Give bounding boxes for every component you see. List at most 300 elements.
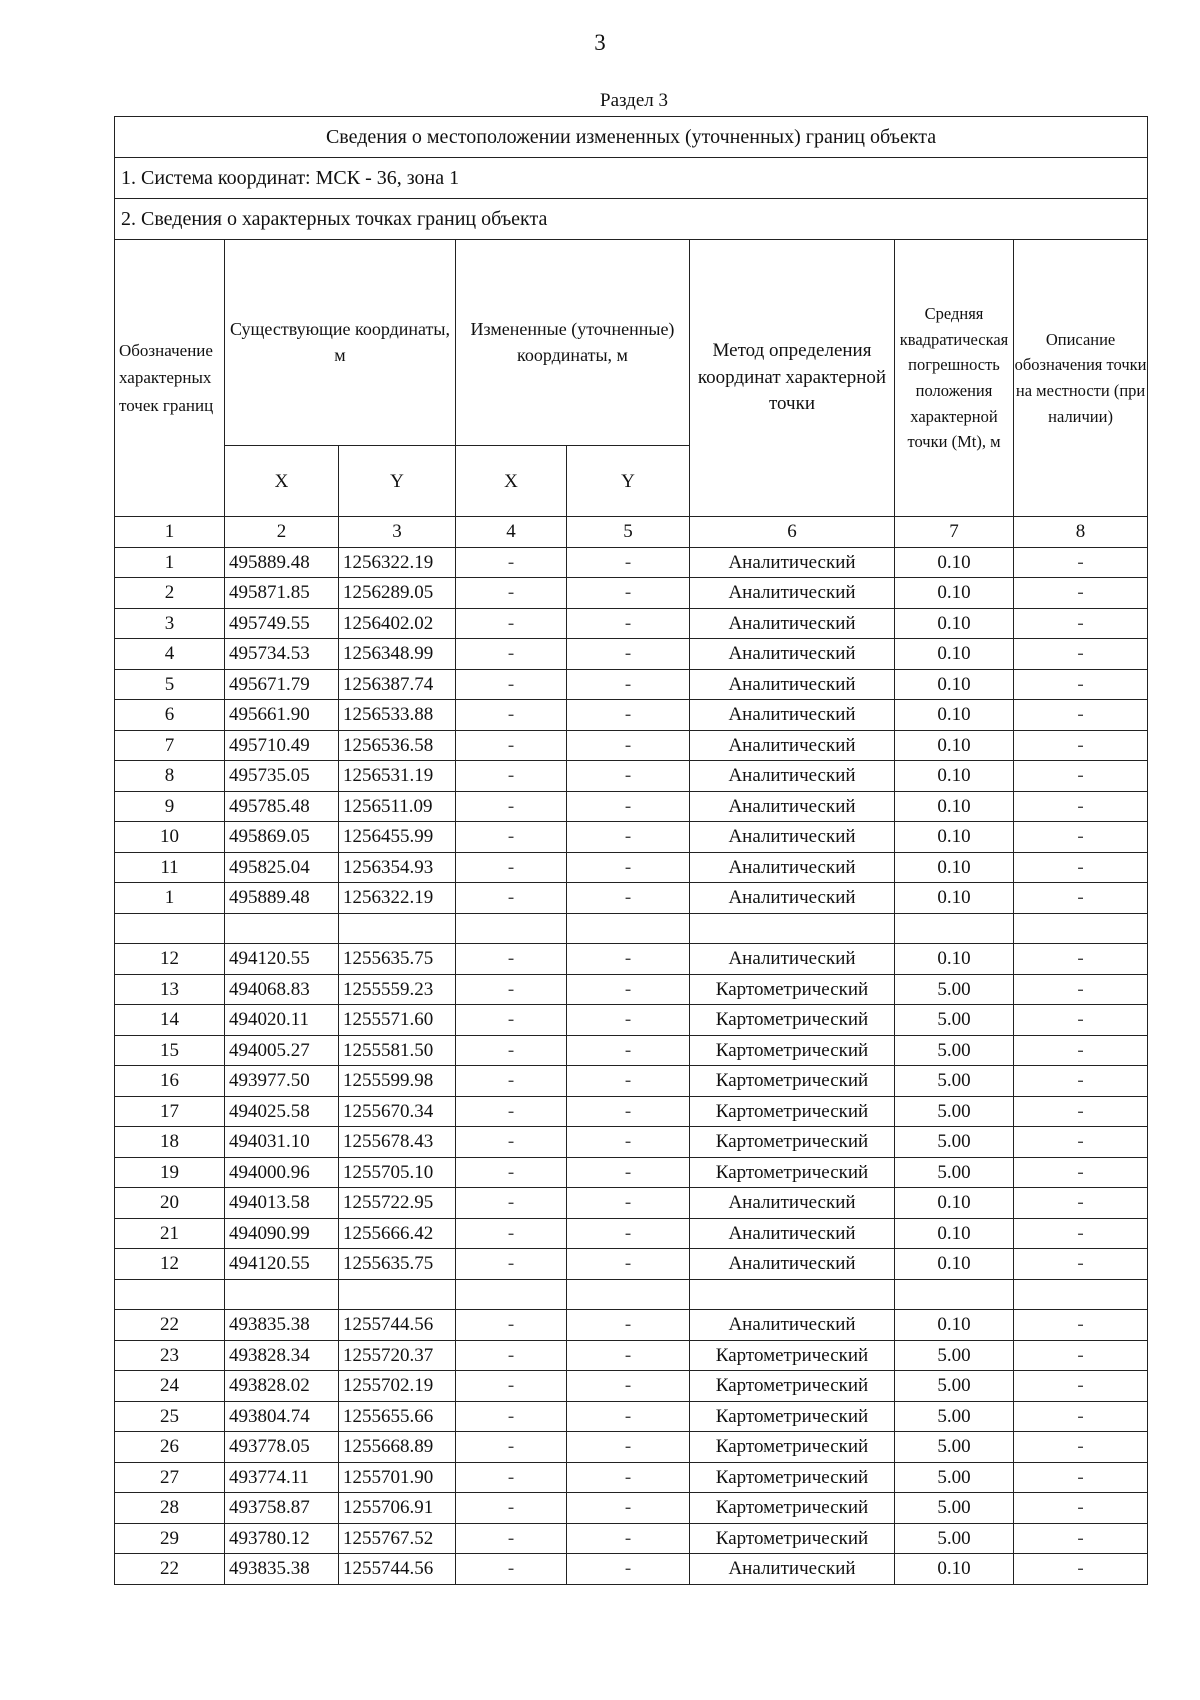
cell-y-existing: 1255722.95: [339, 1188, 456, 1219]
cell-error: 5.00: [895, 1096, 1014, 1127]
header-designation: Обозначение характерных точек границ: [115, 240, 225, 517]
cell-y-changed: -: [567, 974, 690, 1005]
table-row: [115, 944, 1148, 975]
cell-method: Аналитический: [690, 791, 895, 822]
cell-y-changed: -: [567, 1218, 690, 1249]
cell-y-existing: 1255581.50: [339, 1035, 456, 1066]
cell-x-existing: 494025.58: [225, 1096, 339, 1127]
table-row: [115, 1066, 1148, 1097]
cell-x-changed: -: [456, 1462, 567, 1493]
cell-y-changed: -: [567, 944, 690, 975]
cell-description: -: [1014, 1127, 1148, 1158]
cell-y-existing: 1255668.89: [339, 1432, 456, 1463]
cell-x-changed: -: [456, 974, 567, 1005]
cell-y-changed: -: [567, 1310, 690, 1341]
cell-x-changed: -: [456, 730, 567, 761]
header-x-changed: X: [456, 446, 567, 517]
cell-x-changed: -: [456, 1340, 567, 1371]
cell-method: Аналитический: [690, 822, 895, 853]
cell-y-existing: 1256511.09: [339, 791, 456, 822]
cell-description: -: [1014, 1005, 1148, 1036]
cell-method: [690, 913, 895, 944]
cell-x-existing: 495785.48: [225, 791, 339, 822]
cell-method: Аналитический: [690, 883, 895, 914]
cell-point-id: 9: [115, 791, 225, 822]
cell-error: 0.10: [895, 761, 1014, 792]
cell-method: Аналитический: [690, 1554, 895, 1585]
table-row: [115, 1279, 1148, 1310]
cell-error: [895, 1279, 1014, 1310]
cell-y-changed: -: [567, 1371, 690, 1402]
cell-y-existing: 1256402.02: [339, 608, 456, 639]
cell-point-id: 23: [115, 1340, 225, 1371]
cell-description: -: [1014, 791, 1148, 822]
cell-method: Аналитический: [690, 669, 895, 700]
cell-method: Аналитический: [690, 761, 895, 792]
cell-y-existing: 1255635.75: [339, 1249, 456, 1280]
cell-x-changed: -: [456, 1401, 567, 1432]
cell-x-existing: 493835.38: [225, 1554, 339, 1585]
cell-method: Картометрический: [690, 1371, 895, 1402]
page-number: 3: [594, 30, 606, 55]
cell-error: 0.10: [895, 944, 1014, 975]
cell-y-changed: -: [567, 1127, 690, 1158]
cell-method: Картометрический: [690, 1005, 895, 1036]
cell-y-changed: -: [567, 791, 690, 822]
cell-error: 5.00: [895, 1157, 1014, 1188]
cell-x-existing: 493977.50: [225, 1066, 339, 1097]
cell-y-changed: -: [567, 1188, 690, 1219]
cell-error: [895, 913, 1014, 944]
cell-description: [1014, 913, 1148, 944]
cell-x-changed: -: [456, 1005, 567, 1036]
cell-x-changed: -: [456, 1493, 567, 1524]
cell-x-changed: -: [456, 547, 567, 578]
cell-description: -: [1014, 547, 1148, 578]
cell-y-existing: 1256322.19: [339, 883, 456, 914]
cell-description: -: [1014, 1401, 1148, 1432]
cell-error: 0.10: [895, 1218, 1014, 1249]
cell-point-id: 10: [115, 822, 225, 853]
cell-x-existing: 495889.48: [225, 547, 339, 578]
cell-description: [1014, 1279, 1148, 1310]
cell-x-changed: -: [456, 1554, 567, 1585]
header-changed: Измененные (уточненные) координаты, м: [456, 240, 690, 446]
cell-point-id: 26: [115, 1432, 225, 1463]
cell-error: 0.10: [895, 883, 1014, 914]
table-row: [115, 913, 1148, 944]
cell-error: 0.10: [895, 791, 1014, 822]
cell-x-existing: 493774.11: [225, 1462, 339, 1493]
cell-y-existing: 1256348.99: [339, 639, 456, 670]
cell-y-existing: 1256533.88: [339, 700, 456, 731]
cell-description: -: [1014, 669, 1148, 700]
cell-x-changed: [456, 1279, 567, 1310]
cell-description: -: [1014, 1554, 1148, 1585]
cell-x-changed: -: [456, 1157, 567, 1188]
cell-y-changed: -: [567, 883, 690, 914]
table-row: [115, 1188, 1148, 1219]
header-y-changed: Y: [567, 446, 690, 517]
cell-method: Картометрический: [690, 1493, 895, 1524]
cell-x-changed: -: [456, 1188, 567, 1219]
cell-x-changed: -: [456, 1249, 567, 1280]
cell-y-existing: 1255678.43: [339, 1127, 456, 1158]
cell-description: -: [1014, 700, 1148, 731]
cell-error: 5.00: [895, 1066, 1014, 1097]
cell-method: Аналитический: [690, 1218, 895, 1249]
column-numbers-row: [115, 517, 1148, 548]
cell-y-existing: [339, 913, 456, 944]
cell-x-existing: 493780.12: [225, 1523, 339, 1554]
cell-description: -: [1014, 1523, 1148, 1554]
table-row: [115, 852, 1148, 883]
table-row: [115, 1340, 1148, 1371]
cell-description: -: [1014, 730, 1148, 761]
cell-method: Аналитический: [690, 1249, 895, 1280]
cell-error: 0.10: [895, 852, 1014, 883]
cell-method: Аналитический: [690, 608, 895, 639]
cell-x-existing: 493835.38: [225, 1310, 339, 1341]
cell-error: 5.00: [895, 1035, 1014, 1066]
cell-y-changed: -: [567, 1462, 690, 1493]
cell-error: 5.00: [895, 1127, 1014, 1158]
cell-x-existing: 495735.05: [225, 761, 339, 792]
cell-x-existing: 494013.58: [225, 1188, 339, 1219]
cell-description: -: [1014, 1493, 1148, 1524]
cell-point-id: 16: [115, 1066, 225, 1097]
table-row: [115, 883, 1148, 914]
table-row: [115, 1157, 1148, 1188]
cell-point-id: 2: [115, 578, 225, 609]
table-row: [115, 608, 1148, 639]
column-number: 5: [567, 517, 690, 548]
cell-x-existing: 494090.99: [225, 1218, 339, 1249]
cell-method: Картометрический: [690, 1096, 895, 1127]
cell-y-changed: -: [567, 547, 690, 578]
cell-x-changed: -: [456, 1310, 567, 1341]
header-error: Средняя квадратическая погрешность положения характерной точки (Mt), м: [895, 240, 1014, 517]
cell-y-existing: 1255559.23: [339, 974, 456, 1005]
cell-x-changed: -: [456, 639, 567, 670]
header-description: Описание обозначения точки на местности (при наличии): [1014, 240, 1148, 517]
cell-point-id: 8: [115, 761, 225, 792]
column-number: 1: [115, 517, 225, 548]
cell-x-existing: 493778.05: [225, 1432, 339, 1463]
cell-description: -: [1014, 761, 1148, 792]
cell-description: -: [1014, 608, 1148, 639]
cell-point-id: 12: [115, 1249, 225, 1280]
header-x-existing: X: [225, 446, 339, 517]
cell-y-changed: -: [567, 1523, 690, 1554]
cell-method: Картометрический: [690, 1523, 895, 1554]
cell-y-changed: -: [567, 1554, 690, 1585]
cell-y-changed: -: [567, 1249, 690, 1280]
cell-description: -: [1014, 1310, 1148, 1341]
cell-y-existing: 1255655.66: [339, 1401, 456, 1432]
table-row: [115, 547, 1148, 578]
cell-method: Картометрический: [690, 1035, 895, 1066]
table-title: Сведения о местоположении измененных (уточненных) границ объекта: [115, 117, 1148, 158]
cell-method: Картометрический: [690, 1401, 895, 1432]
cell-method: Аналитический: [690, 1310, 895, 1341]
cell-y-existing: 1255635.75: [339, 944, 456, 975]
column-number: 4: [456, 517, 567, 548]
cell-method: Картометрический: [690, 974, 895, 1005]
cell-error: 5.00: [895, 1005, 1014, 1036]
cell-point-id: [115, 1279, 225, 1310]
cell-y-changed: -: [567, 1066, 690, 1097]
table-row: [115, 1493, 1148, 1524]
column-number: 6: [690, 517, 895, 548]
cell-x-changed: -: [456, 578, 567, 609]
cell-point-id: 1: [115, 547, 225, 578]
cell-point-id: 13: [115, 974, 225, 1005]
cell-error: 5.00: [895, 1523, 1014, 1554]
cell-description: -: [1014, 944, 1148, 975]
column-number: 7: [895, 517, 1014, 548]
cell-x-existing: 494000.96: [225, 1157, 339, 1188]
cell-x-changed: [456, 913, 567, 944]
cell-y-changed: -: [567, 1005, 690, 1036]
cell-description: -: [1014, 822, 1148, 853]
header-existing: Существующие координаты, м: [225, 240, 456, 446]
table-row: [115, 1035, 1148, 1066]
cell-point-id: 1: [115, 883, 225, 914]
table-row: [115, 700, 1148, 731]
table-row: [115, 1218, 1148, 1249]
table-row: [115, 639, 1148, 670]
cell-point-id: 24: [115, 1371, 225, 1402]
table-row: [115, 822, 1148, 853]
cell-point-id: 7: [115, 730, 225, 761]
cell-description: -: [1014, 1462, 1148, 1493]
cell-x-existing: 495661.90: [225, 700, 339, 731]
cell-y-changed: -: [567, 852, 690, 883]
cell-description: -: [1014, 1157, 1148, 1188]
cell-y-existing: 1256322.19: [339, 547, 456, 578]
cell-x-changed: -: [456, 1523, 567, 1554]
cell-method: Аналитический: [690, 547, 895, 578]
cell-point-id: 19: [115, 1157, 225, 1188]
cell-y-existing: 1256536.58: [339, 730, 456, 761]
cell-description: -: [1014, 1218, 1148, 1249]
cell-x-changed: -: [456, 669, 567, 700]
cell-y-changed: [567, 913, 690, 944]
cell-method: Аналитический: [690, 1188, 895, 1219]
header-method: Метод определения координат характерной точки: [690, 240, 895, 517]
section-title: Раздел 3: [600, 90, 668, 111]
cell-y-existing: 1255571.60: [339, 1005, 456, 1036]
cell-method: Картометрический: [690, 1066, 895, 1097]
cell-error: 5.00: [895, 974, 1014, 1005]
cell-description: -: [1014, 1340, 1148, 1371]
cell-y-existing: 1255599.98: [339, 1066, 456, 1097]
cell-point-id: 6: [115, 700, 225, 731]
cell-x-existing: 493758.87: [225, 1493, 339, 1524]
table-row: [115, 669, 1148, 700]
cell-point-id: 3: [115, 608, 225, 639]
cell-x-changed: -: [456, 1066, 567, 1097]
cell-x-existing: 494120.55: [225, 1249, 339, 1280]
cell-method: [690, 1279, 895, 1310]
cell-y-existing: 1255767.52: [339, 1523, 456, 1554]
cell-point-id: 4: [115, 639, 225, 670]
cell-point-id: [115, 913, 225, 944]
cell-y-changed: -: [567, 761, 690, 792]
cell-x-existing: 495825.04: [225, 852, 339, 883]
cell-x-existing: [225, 1279, 339, 1310]
cell-x-existing: [225, 913, 339, 944]
cell-y-changed: -: [567, 1096, 690, 1127]
cell-x-changed: -: [456, 822, 567, 853]
cell-y-existing: 1255701.90: [339, 1462, 456, 1493]
cell-x-changed: -: [456, 791, 567, 822]
cell-y-existing: 1256531.19: [339, 761, 456, 792]
cell-y-changed: -: [567, 1493, 690, 1524]
cell-point-id: 22: [115, 1310, 225, 1341]
table-row: [115, 1127, 1148, 1158]
cell-method: Картометрический: [690, 1340, 895, 1371]
cell-x-existing: 493804.74: [225, 1401, 339, 1432]
cell-x-existing: 495869.05: [225, 822, 339, 853]
cell-method: Аналитический: [690, 700, 895, 731]
cell-y-existing: 1256354.93: [339, 852, 456, 883]
cell-x-existing: 494120.55: [225, 944, 339, 975]
cell-y-existing: 1255666.42: [339, 1218, 456, 1249]
cell-description: -: [1014, 1066, 1148, 1097]
cell-x-changed: -: [456, 1218, 567, 1249]
cell-y-existing: [339, 1279, 456, 1310]
cell-point-id: 18: [115, 1127, 225, 1158]
cell-y-existing: 1255705.10: [339, 1157, 456, 1188]
cell-description: -: [1014, 1096, 1148, 1127]
cell-y-changed: -: [567, 1340, 690, 1371]
cell-x-existing: 494020.11: [225, 1005, 339, 1036]
table-row: [115, 1432, 1148, 1463]
cell-y-changed: [567, 1279, 690, 1310]
cell-y-changed: -: [567, 608, 690, 639]
cell-x-changed: -: [456, 608, 567, 639]
cell-error: 5.00: [895, 1340, 1014, 1371]
cell-y-changed: -: [567, 1432, 690, 1463]
cell-y-changed: -: [567, 578, 690, 609]
cell-error: 0.10: [895, 730, 1014, 761]
cell-error: 0.10: [895, 669, 1014, 700]
column-number: 3: [339, 517, 456, 548]
cell-y-existing: 1255744.56: [339, 1310, 456, 1341]
cell-y-changed: -: [567, 1157, 690, 1188]
cell-method: Картометрический: [690, 1127, 895, 1158]
cell-method: Картометрический: [690, 1157, 895, 1188]
cell-error: 5.00: [895, 1432, 1014, 1463]
cell-description: -: [1014, 1035, 1148, 1066]
cell-y-changed: -: [567, 730, 690, 761]
cell-x-changed: -: [456, 1371, 567, 1402]
cell-error: 5.00: [895, 1493, 1014, 1524]
cell-error: 5.00: [895, 1462, 1014, 1493]
table-row: [115, 1401, 1148, 1432]
cell-y-existing: 1256289.05: [339, 578, 456, 609]
cell-y-changed: -: [567, 669, 690, 700]
cell-description: -: [1014, 974, 1148, 1005]
cell-x-changed: -: [456, 944, 567, 975]
cell-error: 0.10: [895, 608, 1014, 639]
cell-error: 0.10: [895, 700, 1014, 731]
table-row: [115, 1371, 1148, 1402]
cell-y-existing: 1255702.19: [339, 1371, 456, 1402]
cell-description: -: [1014, 1188, 1148, 1219]
table-row: [115, 791, 1148, 822]
table-row: [115, 578, 1148, 609]
cell-description: -: [1014, 639, 1148, 670]
cell-error: 0.10: [895, 1188, 1014, 1219]
cell-description: -: [1014, 852, 1148, 883]
cell-y-changed: -: [567, 822, 690, 853]
cell-y-existing: 1255720.37: [339, 1340, 456, 1371]
coord-system: 1. Система координат: МСК - 36, зона 1: [115, 158, 1148, 199]
cell-method: Картометрический: [690, 1462, 895, 1493]
cell-error: 0.10: [895, 822, 1014, 853]
table-row: [115, 1096, 1148, 1127]
cell-error: 5.00: [895, 1371, 1014, 1402]
cell-point-id: 5: [115, 669, 225, 700]
column-number: 2: [225, 517, 339, 548]
cell-x-existing: 495889.48: [225, 883, 339, 914]
table-row: [115, 1005, 1148, 1036]
cell-y-existing: 1256455.99: [339, 822, 456, 853]
cell-point-id: 29: [115, 1523, 225, 1554]
cell-y-changed: -: [567, 639, 690, 670]
cell-method: Аналитический: [690, 639, 895, 670]
cell-x-existing: 494031.10: [225, 1127, 339, 1158]
cell-point-id: 25: [115, 1401, 225, 1432]
table-row: [115, 974, 1148, 1005]
cell-error: 0.10: [895, 1249, 1014, 1280]
cell-point-id: 28: [115, 1493, 225, 1524]
cell-x-existing: 494005.27: [225, 1035, 339, 1066]
cell-error: 0.10: [895, 1554, 1014, 1585]
cell-point-id: 12: [115, 944, 225, 975]
table-row: [115, 1310, 1148, 1341]
boundary-points-table: [114, 116, 1148, 1585]
cell-y-changed: -: [567, 1401, 690, 1432]
cell-x-changed: -: [456, 1127, 567, 1158]
table-row: [115, 1249, 1148, 1280]
cell-x-changed: -: [456, 1035, 567, 1066]
cell-point-id: 11: [115, 852, 225, 883]
cell-method: Аналитический: [690, 944, 895, 975]
column-number: 8: [1014, 517, 1148, 548]
cell-point-id: 21: [115, 1218, 225, 1249]
cell-point-id: 22: [115, 1554, 225, 1585]
cell-description: -: [1014, 1249, 1148, 1280]
cell-error: 0.10: [895, 639, 1014, 670]
cell-x-existing: 495671.79: [225, 669, 339, 700]
cell-description: -: [1014, 883, 1148, 914]
cell-point-id: 20: [115, 1188, 225, 1219]
cell-y-existing: 1255744.56: [339, 1554, 456, 1585]
table-row: [115, 1523, 1148, 1554]
table-row: [115, 1462, 1148, 1493]
table-row: [115, 761, 1148, 792]
cell-y-existing: 1256387.74: [339, 669, 456, 700]
cell-description: -: [1014, 1371, 1148, 1402]
cell-error: 0.10: [895, 547, 1014, 578]
cell-x-existing: 495710.49: [225, 730, 339, 761]
cell-description: -: [1014, 1432, 1148, 1463]
cell-error: 0.10: [895, 578, 1014, 609]
